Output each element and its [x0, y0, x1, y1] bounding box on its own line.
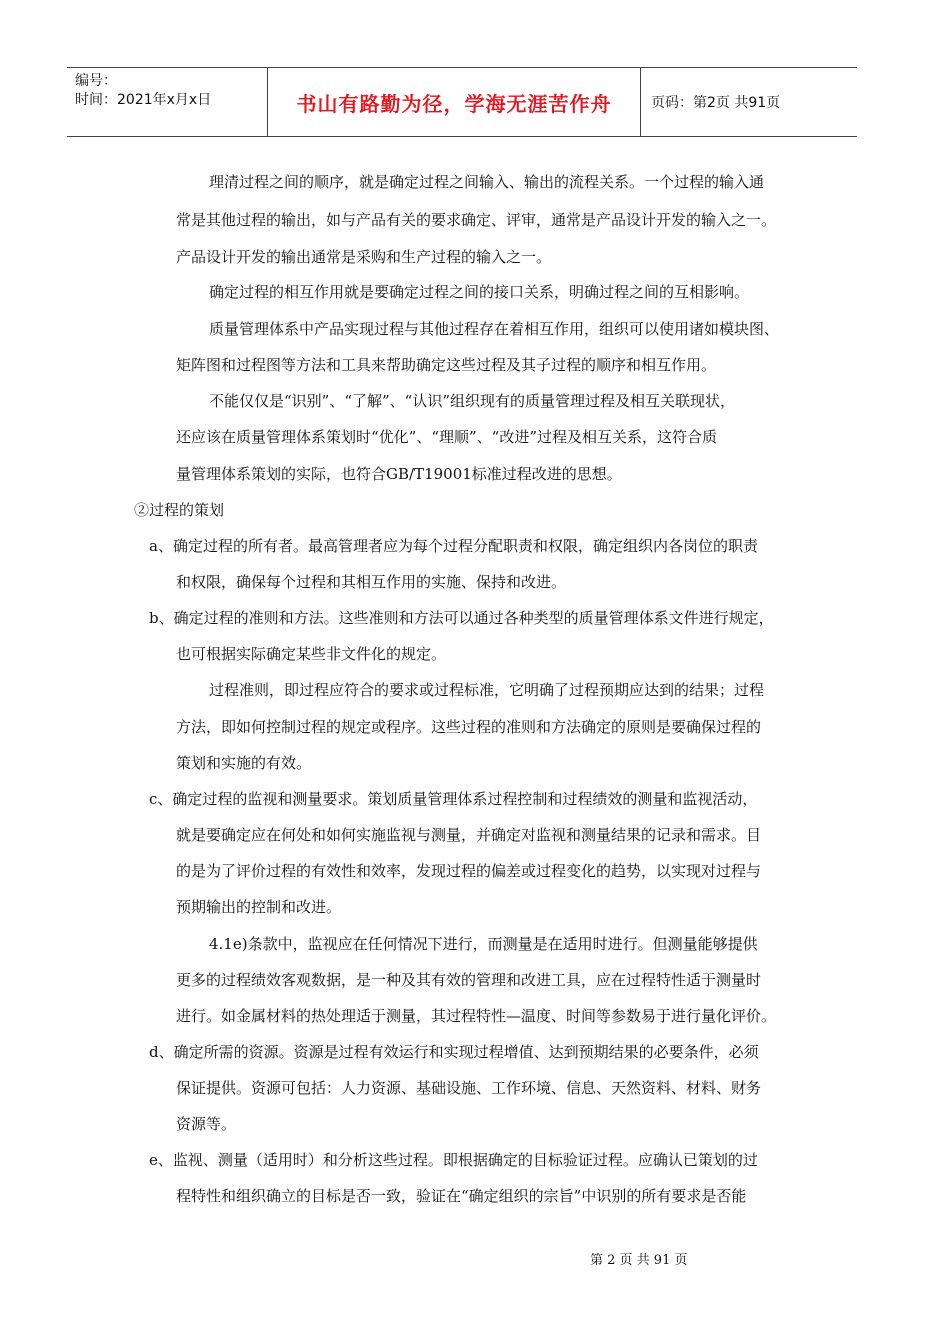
body-line: 确定过程的相互作用就是要确定过程之间的接口关系，明确过程之间的互相影响。	[209, 283, 750, 301]
header-page-number: 页码：第2页 共91页	[651, 95, 781, 111]
list-item-c: c、确定过程的监视和测量要求。策划质量管理体系过程控制和过程绩效的测量和监视活动，	[149, 790, 758, 808]
section-heading: ②过程的策划	[134, 501, 225, 519]
list-item-e: e、监视、测量（适用时）和分析这些过程。即根据确定的目标验证过程。应确认已策划的过	[149, 1151, 758, 1169]
body-line: 理清过程之间的顺序，就是确定过程之间输入、输出的流程关系。一个过程的输入通	[209, 173, 765, 191]
document-time-label: 时间：2021年x月x日	[75, 92, 212, 108]
body-line: 也可根据实际确定某些非文件化的规定。	[176, 645, 447, 663]
body-line: 进行。如金属材料的热处理适于测量，其过程特性—温度、时间等参数易于进行量化评价。	[176, 1007, 777, 1025]
body-line: 还应该在质量管理体系策划时“优化”、“理顺”、“改进”过程及相互关系，这符合质	[176, 428, 718, 446]
body-line: 方法，即如何控制过程的规定或程序。这些过程的准则和方法确定的原则是要确保过程的	[176, 718, 762, 736]
body-line: 策划和实施的有效。	[176, 754, 312, 772]
list-item-d: d、确定所需的资源。资源是过程有效运行和实现过程增值、达到预期结果的必要条件，必须	[149, 1043, 759, 1061]
body-line: 过程准则，即过程应符合的要求或过程标准，它明确了过程预期应达到的结果；过程	[209, 681, 765, 699]
body-line: 量管理体系策划的实际，也符合GB/T19001标准过程改进的思想。	[176, 465, 622, 483]
body-line: 4.1e)条款中，监视应在任何情况下进行，而测量是在适用时进行。但测量能够提供	[209, 935, 758, 953]
document-number-label: 编号：	[75, 73, 117, 89]
page-footer: 第 2 页 共 91 页	[590, 1253, 688, 1268]
body-line: 和权限，确保每个过程和其相互作用的实施、保持和改进。	[176, 573, 567, 591]
body-line: 常是其他过程的输出，如与产品有关的要求确定、评审，通常是产品设计开发的输入之一。	[176, 211, 777, 229]
page-header	[67, 67, 857, 137]
list-item-a: a、确定过程的所有者。最高管理者应为每个过程分配职责和权限，确定组织内各岗位的职责	[149, 537, 758, 555]
body-line: 矩阵图和过程图等方法和工具来帮助确定这些过程及其子过程的顺序和相互作用。	[176, 356, 717, 374]
body-line: 资源等。	[176, 1115, 237, 1133]
body-line: 不能仅仅是“识别”、“了解”、“认识”组织现有的质量管理过程及相互关联现状，	[209, 392, 736, 410]
body-line: 质量管理体系中产品实现过程与其他过程存在着相互作用，组织可以使用诸如模块图、	[209, 320, 780, 338]
header-meta	[67, 68, 268, 136]
body-line: 程特性和组织确立的目标是否一致，验证在“确定组织的宗旨”中识别的所有要求是否能	[176, 1187, 747, 1205]
list-item-b: b、确定过程的准则和方法。这些准则和方法可以通过各种类型的质量管理体系文件进行规定，	[149, 609, 774, 627]
body-line: 更多的过程绩效客观数据，是一种及其有效的管理和改进工具，应在过程特性适于测量时	[176, 971, 762, 989]
header-motto: 书山有路勤为径，学海无涯苦作舟	[268, 68, 641, 136]
body-line: 预期输出的控制和改进。	[176, 898, 342, 916]
body-line: 产品设计开发的输出通常是采购和生产过程的输入之一。	[176, 248, 552, 266]
body-line: 的是为了评价过程的有效性和效率，发现过程的偏差或过程变化的趋势，以实现对过程与	[176, 862, 762, 880]
body-line: 保证提供。资源可包括：人力资源、基础设施、工作环境、信息、天然资料、材料、财务	[176, 1079, 762, 1097]
body-line: 就是要确定应在何处和如何实施监视与测量，并确定对监视和测量结果的记录和需求。目	[176, 826, 762, 844]
